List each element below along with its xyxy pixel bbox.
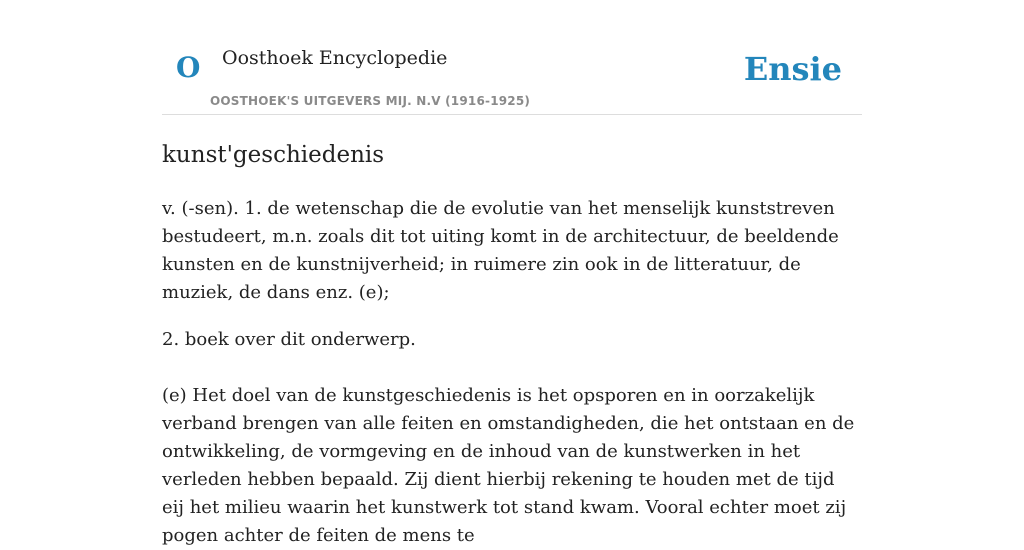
source-header <box>162 0 862 115</box>
definition-paragraph-1: v. (-sen). 1. de wetenschap die de evolutie van het menselijk kunststreven bestudeert, m.n. zoals dit tot uiting komt in de architectuur, de beeldende kunsten en de kunstnijverheid; in ruimere zin ook in de litteratuur, de muziek, de dans enz. (e); <box>162 198 839 303</box>
source-logo: O <box>176 51 201 84</box>
publisher-label: OOSTHOEK'S UITGEVERS MIJ. N.V (1916-1925) <box>210 94 531 108</box>
entry-title: kunst'geschiedenis <box>162 142 385 168</box>
explanation-paragraph: (e) Het doel van de kunstgeschiedenis is het opsporen en in oorzakelijk verband brengen van alle feiten en omstandigheden, die het ontstaan en de ontwikkeling, de vormgeving en de inhoud van de kunstwerken in het verleden hebben bepaald. Zij dient hierbij rekening te houden met de tijd eij het milieu waarin het kunstwerk tot stand kwam. Vooral echter moet zij pogen achter de feiten de mens te <box>162 385 855 546</box>
definition-paragraph-2: 2. boek over dit onderwerp. <box>162 329 416 350</box>
source-title-link[interactable]: Oosthoek Encyclopedie <box>222 47 448 69</box>
page <box>162 0 862 546</box>
brand-logo-link[interactable]: Ensie <box>743 50 842 88</box>
